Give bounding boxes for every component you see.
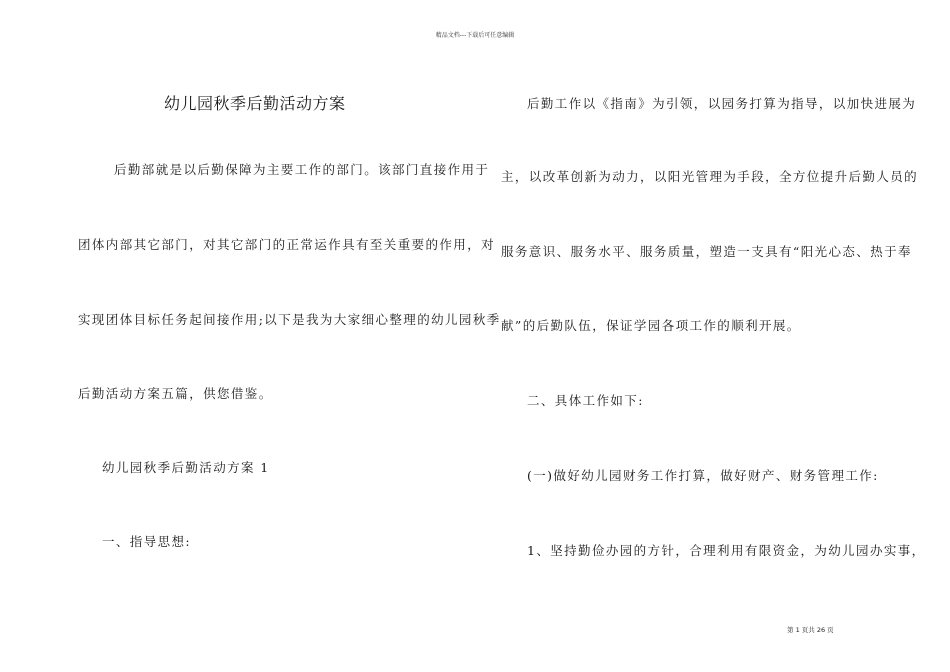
paragraph-line: 后勤部就是以后勤保障为主要工作的部门。该部门直接作用于 [114, 162, 490, 177]
paragraph-line: 主，以改革创新为动力，以阳光管理为手段，全方位提升后勤人员的 [501, 169, 919, 184]
section-heading: 幼儿园秋季后勤活动方案 1 [102, 460, 270, 475]
paragraph-line: 后勤活动方案五篇，供您借鉴。 [78, 386, 273, 401]
paragraph-line: 后勤工作以《指南》为引领，以园务打算为指导，以加快进展为 [527, 96, 917, 111]
section-heading: 一、指导思想: [102, 534, 192, 549]
paragraph-line: 服务意识、服务水平、服务质量，塑造一支具有“阳光心态、热于奉 [501, 244, 912, 259]
paragraph-line: 实现团体目标任务起间接作用;以下是我为大家细心整理的幼儿园秋季 [78, 312, 501, 327]
section-heading: 二、具体工作如下: [527, 393, 644, 408]
document-title: 幼儿园秋季后勤活动方案 [164, 94, 346, 113]
header-note: 精品文档---下载后可任意编辑 [435, 32, 515, 39]
section-heading: (一)做好幼儿园财务工作打算，做好财产、财务管理工作: [527, 468, 879, 483]
page-number: 第 1 页共 26 页 [787, 626, 834, 634]
paragraph-line: 1、坚持勤俭办园的方针，合理利用有限资金，为幼儿园办实事， [527, 543, 926, 558]
paragraph-line: 团体内部其它部门，对其它部门的正常运作具有至关重要的作用，对 [78, 237, 496, 252]
paragraph-line: 献”的后勤队伍，保证学园各项工作的顺利开展。 [501, 318, 801, 333]
